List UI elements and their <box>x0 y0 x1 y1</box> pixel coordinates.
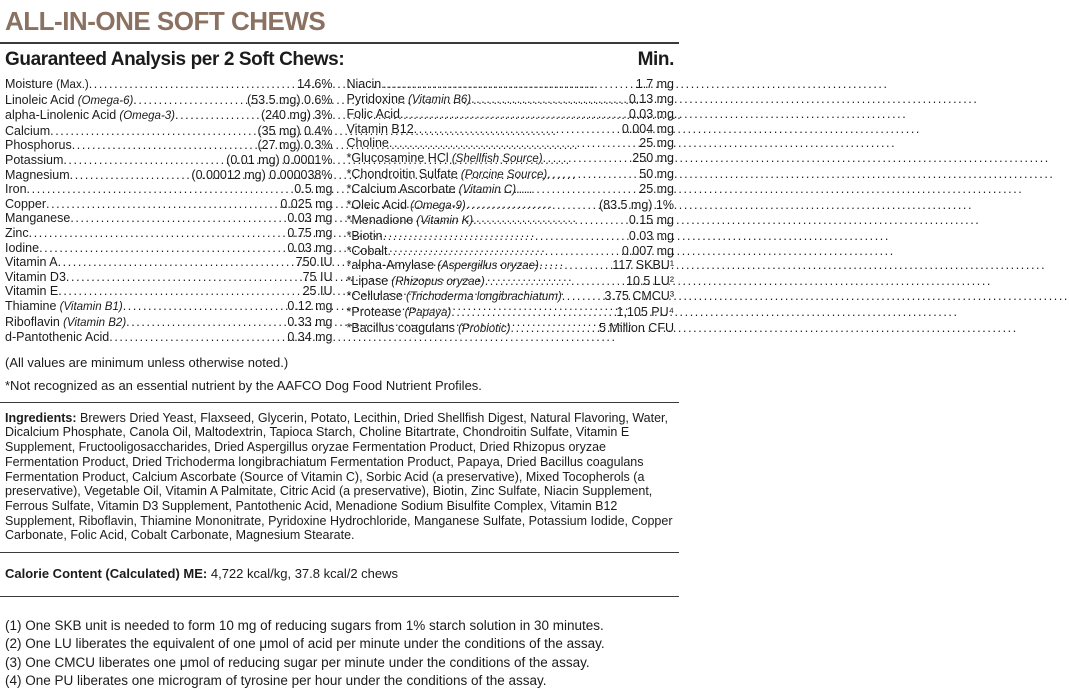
divider-calories-bottom <box>0 596 679 597</box>
dot-leader <box>70 211 287 226</box>
divider-ingredients <box>0 402 679 403</box>
nutrient-name: Manganese <box>5 211 71 226</box>
analysis-row <box>347 289 675 305</box>
nutrient-name: *Cobalt <box>346 243 388 258</box>
nutrient-source-note: (Aspergillus oryzae) <box>434 260 539 273</box>
nutrient-source-note: (Trichoderma longibrachiatum) <box>402 291 562 304</box>
nutrient-name: Riboflavin (Vitamin B2) <box>5 314 127 329</box>
analysis-row <box>5 211 333 226</box>
nutrient-source-note: (Vitamin B1) <box>56 300 123 313</box>
nutrient-value: 0.03 mg <box>287 211 333 226</box>
nutrient-name: alpha-Linolenic Acid (Omega-3) <box>5 108 175 123</box>
dot-leader <box>46 197 280 212</box>
nutrient-source-note: (Max.) <box>52 79 89 91</box>
nutrient-value: 5 Million CFU <box>598 320 674 335</box>
dot-leader <box>29 226 288 241</box>
nutrient-name: *Glucosamine HCl (Shellfish Source) <box>346 150 543 165</box>
calorie-content-line <box>5 553 674 596</box>
nutrient-name: Vitamin A <box>5 255 58 270</box>
analysis-row <box>347 213 675 229</box>
nutrient-value: 25 mg <box>639 136 674 151</box>
dot-leader <box>70 168 192 183</box>
nutrient-name: Vitamin B12 <box>346 121 414 136</box>
nutrient-name: Choline <box>346 136 389 151</box>
analysis-row <box>5 315 333 331</box>
nutrient-value: 0.75 mg <box>287 225 333 240</box>
analysis-row <box>347 151 675 167</box>
nutrient-source-note: (Probiotic) <box>454 322 511 335</box>
nutrient-source-note: (Shellfish Source) <box>448 152 543 165</box>
dot-leader <box>126 315 287 330</box>
ingredients-paragraph <box>5 411 674 543</box>
nutrient-name: *Bacillus coagulans (Probiotic) <box>346 320 511 335</box>
nutrient-name: Copper <box>5 196 46 211</box>
dot-leader <box>63 153 226 168</box>
nutrient-value: 0.004 mg <box>621 121 674 136</box>
analysis-row <box>347 274 675 290</box>
dot-leader <box>400 107 629 122</box>
nutrient-name: Calcium <box>5 123 51 138</box>
nutrient-value: 0.5 mg <box>294 182 333 197</box>
nutrient-name: *Lipase (Rhizopus oryzae) <box>346 273 485 288</box>
nutrient-value: 0.15 mg <box>628 213 674 228</box>
dot-leader <box>471 92 629 107</box>
nutrient-value: (0.01 mg) 0.0001% <box>226 152 333 167</box>
nutrient-source-note: (Porcine Source) <box>457 168 548 181</box>
analysis-row <box>347 198 675 214</box>
nutrient-name: *Menadione (Vitamin K) <box>346 213 474 228</box>
nutrient-source-note: (Omega-6) <box>74 94 134 107</box>
footnote-skb: (1) One SKB unit is needed to form 10 mg of reducing sugars from 1% starch solution in 30 minutes. <box>5 618 604 634</box>
nutrient-value: 75 IU <box>302 269 333 284</box>
nutrient-name: Iron <box>5 182 27 197</box>
nutrient-name: *Calcium Ascorbate (Vitamin C) <box>346 182 517 197</box>
nutrient-source-note: (Vitamin C) <box>455 184 517 197</box>
nutrient-name: Vitamin D3 <box>5 269 66 284</box>
dot-leader <box>511 321 599 336</box>
aafco-note: *Not recognized as an essential nutrient by the AAFCO Dog Food Nutrient Profiles. <box>5 377 482 393</box>
nutrient-value: 3.75 CMCU³ <box>604 289 674 304</box>
nutrient-value: 14.6% <box>297 77 333 91</box>
min-column-label: Min. <box>637 49 674 70</box>
analysis-row <box>5 77 333 93</box>
nutrient-source-note: (Vitamin B6) <box>404 93 472 106</box>
nutrient-name: Iodine <box>5 240 40 255</box>
analysis-row <box>347 167 675 183</box>
nutrient-value: 0.12 mg <box>287 298 333 313</box>
footnote-lu: (2) One LU liberates the equivalent of one μmol of acid per minute under the conditions of the assay. <box>5 636 605 652</box>
analysis-row <box>5 241 333 256</box>
dot-leader <box>562 289 605 304</box>
nutrient-name: Potassium <box>5 152 64 167</box>
nutrient-value: 117 SKBU¹ <box>612 258 674 273</box>
dot-leader <box>485 274 626 289</box>
guaranteed-analysis-heading: Guaranteed Analysis per 2 Soft Chews: <box>5 49 345 70</box>
nutrient-name: Linoleic Acid (Omega-6) <box>5 92 134 107</box>
dot-leader <box>58 255 296 270</box>
dot-leader <box>389 136 639 151</box>
nutrient-source-note: (Rhizopus oryzae) <box>388 275 485 288</box>
dot-leader <box>547 167 639 182</box>
nutrient-value: 0.03 mg <box>628 228 674 243</box>
nutrient-value: (0.00012 mg) 0.000038% <box>191 167 333 182</box>
dot-leader <box>539 258 613 273</box>
analysis-left-column <box>5 77 333 345</box>
footnote-pu: (4) One PU liberates one microgram of tyrosine per hour under the conditions of the assay. <box>5 673 547 689</box>
calorie-content-label: Calorie Content (Calculated) ME: <box>5 566 208 582</box>
analysis-row <box>347 107 675 122</box>
nutrient-name: *alpha-Amylase (Aspergillus oryzae) <box>346 258 539 273</box>
nutrient-value: 25 IU <box>302 284 333 299</box>
analysis-row <box>5 138 333 153</box>
nutrient-name: Folic Acid <box>346 107 400 122</box>
nutrient-value: (35 mg) 0.4% <box>257 123 333 138</box>
ingredients-text: Brewers Dried Yeast, Flaxseed, Glycerin, Potato, Lecithin, Dried Shellfish Digest, Natural Flavoring, Water, Dicalcium Phosphate, Canola Oil, Maltodextrin, Tapioca Starch, Choline Bitartrate, Chondroitin Sulfate, Vitamin E Supplement, Fructooligosaccharides, Dried Aspergillus oryzae Fermentation Product, Dried Rhizopus oryzae Fermentation Product, Dried Trichoderma longibrachiatum Fermentation Product, Papaya, Dried Bacillus coagulans Fermentation Product, Calcium Ascorbate (Source of Vitamin C), Sorbic Acid (a preservative), Mixed Tocopherols (a preservative), Vegetable Oil, Vitamin A Palmitate, Citric Acid (a preservative), Biotin, Zinc Sulfate, Niacin Supplement, Ferrous Sulfate, Vitamin D3 Supplement, Pantothenic Acid, Menadione Sodium Bisulfite Complex, Vitamin B12 Supplement, Riboflavin, Thiamine Mononitrate, Pyridoxine Hydrochloride, Manganese Sulfate, Potassium Iodide, Copper Carbonate, Folic Acid, Cobalt Carbonate, Magnesium Stearate. <box>5 410 673 543</box>
analysis-row <box>347 305 675 321</box>
nutrient-value: 1.7 mg <box>635 77 674 91</box>
analysis-row <box>5 124 333 139</box>
dot-leader <box>72 138 258 153</box>
nutrient-value: 0.007 mg <box>621 243 674 258</box>
nutrient-value: 0.025 mg <box>280 196 333 211</box>
analysis-row <box>347 122 675 137</box>
nutrient-source-note: (Omega-9) <box>406 199 466 212</box>
nutrient-name: *Oleic Acid (Omega-9) <box>346 197 466 212</box>
nutrient-name: d-Pantothenic Acid <box>5 330 110 345</box>
ingredients-label: Ingredients: <box>5 410 77 425</box>
analysis-row <box>5 168 333 183</box>
nutrient-name: *Chondroitin Sulfate (Porcine Source) <box>346 166 548 181</box>
analysis-row <box>347 92 675 108</box>
analysis-row <box>347 244 675 259</box>
nutrient-source-note: (Vitamin B2) <box>59 316 127 329</box>
analysis-columns <box>5 77 674 345</box>
dot-leader <box>383 229 629 244</box>
analysis-row <box>347 258 675 274</box>
analysis-row <box>5 153 333 168</box>
page-title: ALL-IN-ONE SOFT CHEWS <box>5 6 326 36</box>
analysis-row <box>347 229 675 244</box>
analysis-row <box>5 255 333 270</box>
dot-leader <box>27 182 295 197</box>
unit-footnotes <box>5 617 674 691</box>
dot-leader <box>466 198 599 213</box>
dot-leader <box>109 330 287 345</box>
dot-leader <box>414 122 622 137</box>
analysis-row <box>5 182 333 197</box>
analysis-row <box>5 226 333 241</box>
nutrient-name: Magnesium <box>5 167 70 182</box>
nutrient-value: 250 mg <box>632 150 674 165</box>
dot-leader <box>451 305 616 320</box>
dot-leader <box>66 270 303 285</box>
analysis-row <box>5 270 333 285</box>
nutrient-value: 0.33 mg <box>287 314 333 329</box>
nutrient-source-note: (Omega-3) <box>116 110 175 123</box>
nutrient-name: Niacin <box>346 77 382 91</box>
nutrient-value: 0.13 mg <box>628 91 674 106</box>
analysis-row <box>347 321 675 337</box>
divider-top <box>0 42 679 44</box>
nutrient-value: (83.5 mg) 1% <box>598 197 674 212</box>
dot-leader <box>123 299 288 314</box>
analysis-row <box>5 93 333 109</box>
analysis-row <box>5 330 333 345</box>
dot-leader <box>39 241 287 256</box>
analysis-right-column <box>347 77 675 345</box>
nutrient-value: 10.5 LU² <box>626 273 674 288</box>
nutrient-value: 0.03 mg <box>628 107 674 122</box>
nutrient-value: 0.03 mg <box>287 240 333 255</box>
dot-leader <box>516 182 639 197</box>
nutrient-name: Moisture (Max.) <box>5 77 89 91</box>
dot-leader <box>543 151 633 166</box>
dot-leader <box>388 244 622 259</box>
nutrient-name: *Cellulase (Trichoderma longibrachiatum) <box>346 289 562 304</box>
nutrient-value: 0.34 mg <box>287 330 333 345</box>
nutrient-value: (240 mg) 3% <box>260 108 333 123</box>
analysis-row <box>347 136 675 151</box>
nutrient-name: Zinc <box>5 225 29 240</box>
calorie-content-value: 4,722 kcal/kg, 37.8 kcal/2 chews <box>207 566 399 582</box>
nutrient-name: Phosphorus <box>5 138 72 153</box>
analysis-row <box>347 77 675 92</box>
nutrient-name: *Protease (Papaya) <box>346 304 452 319</box>
nutrient-value: 1,105 PU⁴ <box>616 304 674 319</box>
dot-leader <box>133 93 247 108</box>
nutrient-value: 50 mg <box>639 166 674 181</box>
analysis-row <box>5 197 333 212</box>
dot-leader <box>50 124 257 139</box>
analysis-row <box>5 108 333 124</box>
nutrient-value: (27 mg) 0.3% <box>257 138 333 153</box>
guaranteed-analysis-header <box>5 49 674 71</box>
nutrient-name: Vitamin E <box>5 284 59 299</box>
nutrient-value: 25 mg <box>639 182 674 197</box>
analysis-row <box>5 284 333 299</box>
nutrient-value: (53.5 mg) 0.6% <box>247 92 333 107</box>
footnote-cmcu: (3) One CMCU liberates one μmol of reducing sugar per minute under the conditions of the assay. <box>5 654 590 670</box>
analysis-row <box>5 299 333 315</box>
analysis-row <box>347 182 675 198</box>
dot-leader <box>175 108 261 123</box>
nutrient-name: *Biotin <box>346 228 383 243</box>
dot-leader <box>473 213 629 228</box>
nutrient-source-note: (Papaya) <box>401 306 452 319</box>
nutrient-source-note: (Vitamin K) <box>413 215 474 228</box>
dot-leader <box>89 77 297 92</box>
minimum-values-note: (All values are minimum unless otherwise noted.) <box>5 354 289 370</box>
nutrient-value: 750 IU <box>295 255 333 270</box>
nutrient-name: Thiamine (Vitamin B1) <box>5 298 123 313</box>
nutrient-name: Pyridoxine (Vitamin B6) <box>346 91 472 106</box>
dot-leader <box>58 284 302 299</box>
dot-leader <box>381 77 636 92</box>
